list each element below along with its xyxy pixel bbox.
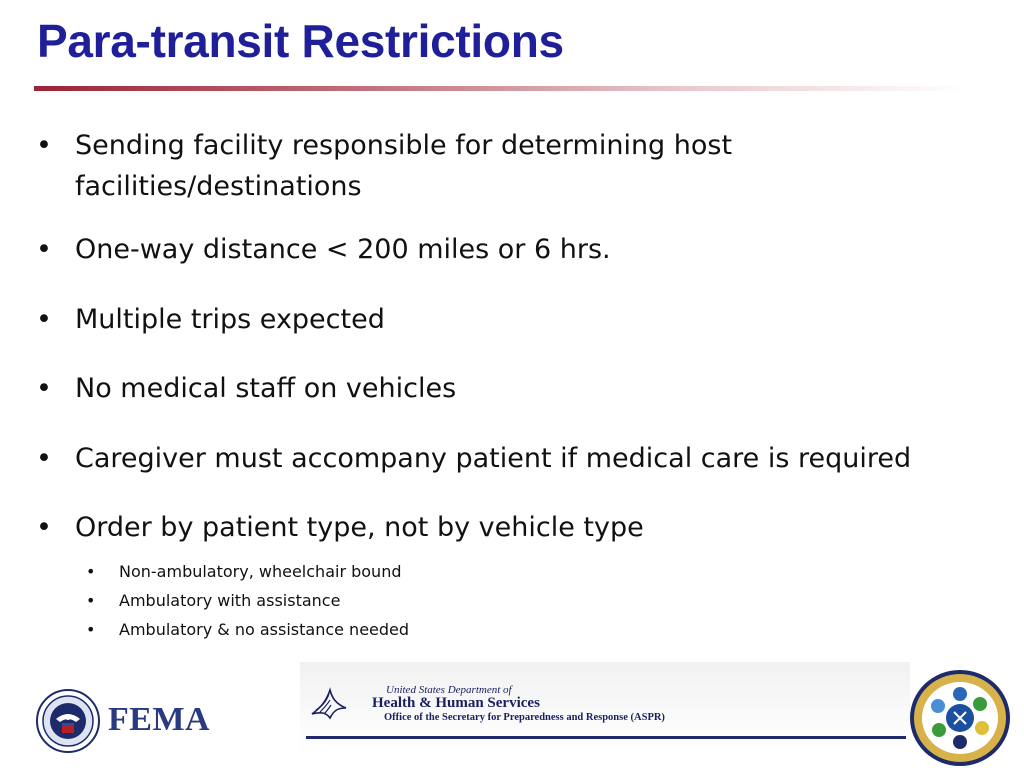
bullet-text: One-way distance < 200 miles or 6 hrs. xyxy=(75,234,611,265)
sub-bullet-glyph: • xyxy=(86,620,96,639)
bullet-item xyxy=(36,438,996,479)
bullet-text: Caregiver must accompany patient if medical care is required xyxy=(75,443,912,474)
sub-bullet-item xyxy=(86,562,586,582)
footer-divider xyxy=(306,736,906,739)
sub-bullet-glyph: • xyxy=(86,562,96,581)
hhs-eagle-icon xyxy=(306,678,354,726)
dhs-seal-icon xyxy=(36,689,100,753)
bullet-text: facilities/destinations xyxy=(75,171,362,202)
hhs-department-label: United States Department of xyxy=(386,684,512,696)
sub-bullet-text: Non-ambulatory, wheelchair bound xyxy=(119,562,402,581)
bullet-item xyxy=(36,229,936,270)
slide-title: Para-transit Restrictions xyxy=(37,15,564,67)
aspr-seal-icon xyxy=(908,668,1012,768)
sub-bullet-glyph: • xyxy=(86,591,96,610)
sub-bullet-text: Ambulatory with assistance xyxy=(119,591,341,610)
sub-bullet-item xyxy=(86,620,586,640)
bullet-item xyxy=(36,368,936,409)
hhs-name-label: Health & Human Services xyxy=(372,695,540,711)
sub-bullet-text: Ambulatory & no assistance needed xyxy=(119,620,410,639)
bullet-text: Sending facility responsible for determining host xyxy=(75,130,733,161)
bullet-glyph: • xyxy=(36,443,52,474)
bullet-glyph: • xyxy=(36,130,52,161)
bullet-item xyxy=(36,125,936,207)
bullet-item xyxy=(36,507,936,548)
sub-bullet-item xyxy=(86,591,586,611)
bullet-text: Multiple trips expected xyxy=(75,304,385,335)
bullet-text: No medical staff on vehicles xyxy=(75,373,457,404)
fema-logo-text: FEMA xyxy=(108,701,211,738)
bullet-glyph: • xyxy=(36,304,52,335)
bullet-glyph: • xyxy=(36,512,52,543)
bullet-glyph: • xyxy=(36,373,52,404)
bullet-text: Order by patient type, not by vehicle type xyxy=(75,512,644,543)
bullet-glyph: • xyxy=(36,234,52,265)
bullet-item xyxy=(36,299,936,340)
aspr-office-label: Office of the Secretary for Preparedness and Response (ASPR) xyxy=(384,712,665,723)
